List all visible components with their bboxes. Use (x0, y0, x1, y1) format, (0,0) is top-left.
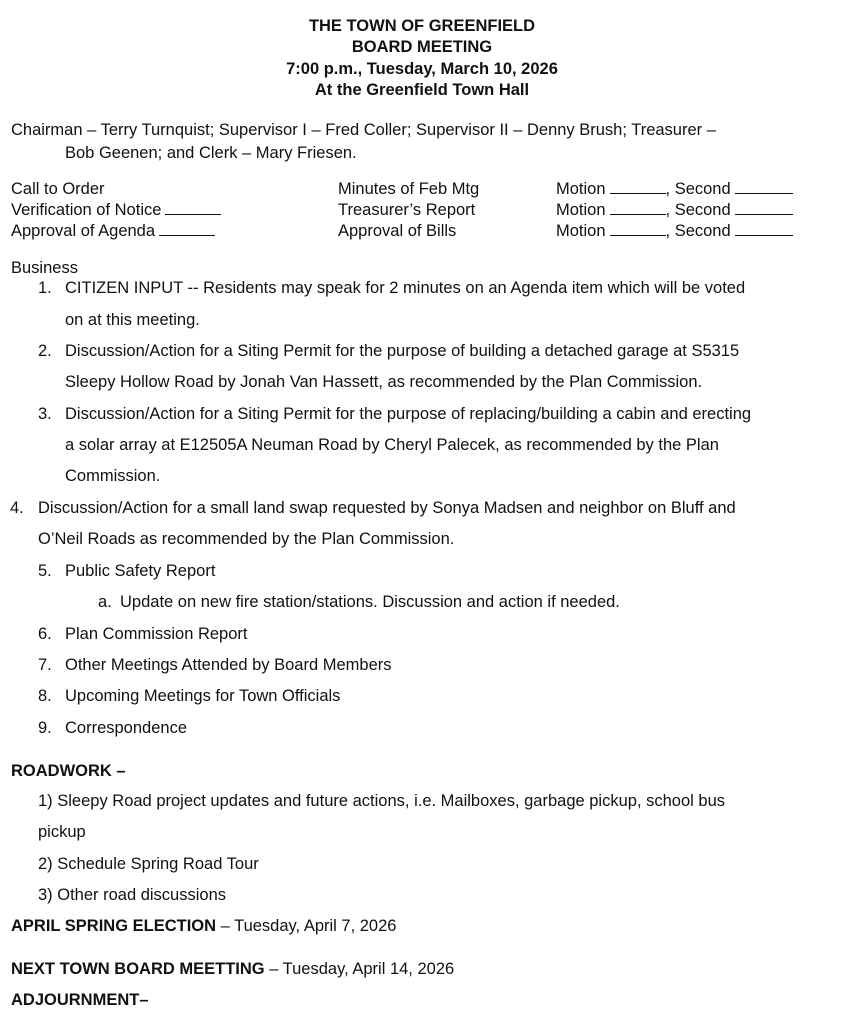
business-item-num: 9. (38, 719, 52, 737)
business-item-num: 2. (38, 342, 52, 360)
motion-second-row-2: Motion , Second (556, 201, 793, 220)
roadwork-item-1-cont: pickup (38, 823, 86, 841)
business-item-num: 6. (38, 625, 52, 643)
business-item-num: 7. (38, 656, 52, 674)
roadwork-item-1: 1) Sleepy Road project updates and future actions, i.e. Mailboxes, garbage pickup, school bus (38, 792, 725, 810)
business-item-5a: Update on new fire station/stations. Discussion and action if needed. (120, 593, 620, 611)
business-item-9: Correspondence (65, 719, 187, 737)
doc-subtitle: BOARD MEETING (351, 38, 493, 56)
next-board-meeting: NEXT TOWN BOARD MEETTING – Tuesday, April 14, 2026 (11, 960, 455, 978)
business-item-num: 3. (38, 405, 52, 423)
business-item-num: 5. (38, 562, 52, 580)
treasurers-report: Treasurer’s Report (338, 201, 476, 219)
business-item-num: 8. (38, 687, 52, 705)
meeting-location: At the Greenfield Town Hall (314, 81, 530, 99)
business-item-3-cont: a solar array at E12505A Neuman Road by Cheryl Palecek, as recommended by the Plan (65, 436, 719, 454)
business-item-7: Other Meetings Attended by Board Members (65, 656, 392, 674)
business-item-3: Discussion/Action for a Siting Permit for the purpose of replacing/building a cabin and erecting (65, 405, 752, 423)
business-item-6: Plan Commission Report (65, 625, 248, 643)
business-item-1: CITIZEN INPUT -- Residents may speak for 2 minutes on an Agenda item which will be voted (65, 279, 746, 297)
approval-of-agenda: Approval of Agenda (11, 222, 215, 241)
verification-of-notice: Verification of Notice (11, 201, 221, 220)
business-item-2: Discussion/Action for a Siting Permit for the purpose of building a detached garage at S5315 (65, 342, 740, 360)
officials-line-1: Chairman – Terry Turnquist; Supervisor I – Fred Coller; Supervisor II – Denny Brush; Treasurer – (11, 121, 716, 139)
blank-line (159, 234, 215, 236)
business-item-4: Discussion/Action for a small land swap requested by Sonya Madsen and neighbor on Bluff and (38, 499, 736, 517)
business-item-num: 4. (10, 499, 24, 517)
business-heading: Business (11, 259, 78, 277)
business-item-5: Public Safety Report (65, 562, 216, 580)
doc-title: THE TOWN OF GREENFIELD (308, 17, 536, 35)
business-item-8: Upcoming Meetings for Town Officials (65, 687, 341, 705)
meeting-datetime: 7:00 p.m., Tuesday, March 10, 2026 (286, 60, 558, 78)
spring-election: APRIL SPRING ELECTION – Tuesday, April 7, 2026 (11, 917, 397, 935)
adjournment: ADJOURNMENT– (11, 991, 149, 1009)
officials-line-2: Bob Geenen; and Clerk – Mary Friesen. (65, 144, 357, 162)
business-subitem-num: a. (98, 593, 112, 611)
blank-line (165, 213, 221, 215)
motion-second-row-1: Motion , Second (556, 180, 793, 199)
roadwork-item-3: 3) Other road discussions (38, 886, 227, 904)
motion-second-row-3: Motion , Second (556, 222, 793, 241)
approval-of-bills: Approval of Bills (338, 222, 457, 240)
business-item-4-cont: O’Neil Roads as recommended by the Plan Commission. (38, 530, 455, 548)
business-item-num: 1. (38, 279, 52, 297)
roadwork-heading: ROADWORK – (11, 762, 126, 780)
business-item-1-cont: on at this meeting. (65, 311, 200, 329)
minutes-of-feb: Minutes of Feb Mtg (338, 180, 480, 198)
business-item-3-cont: Commission. (65, 467, 161, 485)
call-to-order: Call to Order (11, 180, 105, 198)
roadwork-item-2: 2) Schedule Spring Road Tour (38, 855, 259, 873)
business-item-2-cont: Sleepy Hollow Road by Jonah Van Hassett, as recommended by the Plan Commission. (65, 373, 703, 391)
